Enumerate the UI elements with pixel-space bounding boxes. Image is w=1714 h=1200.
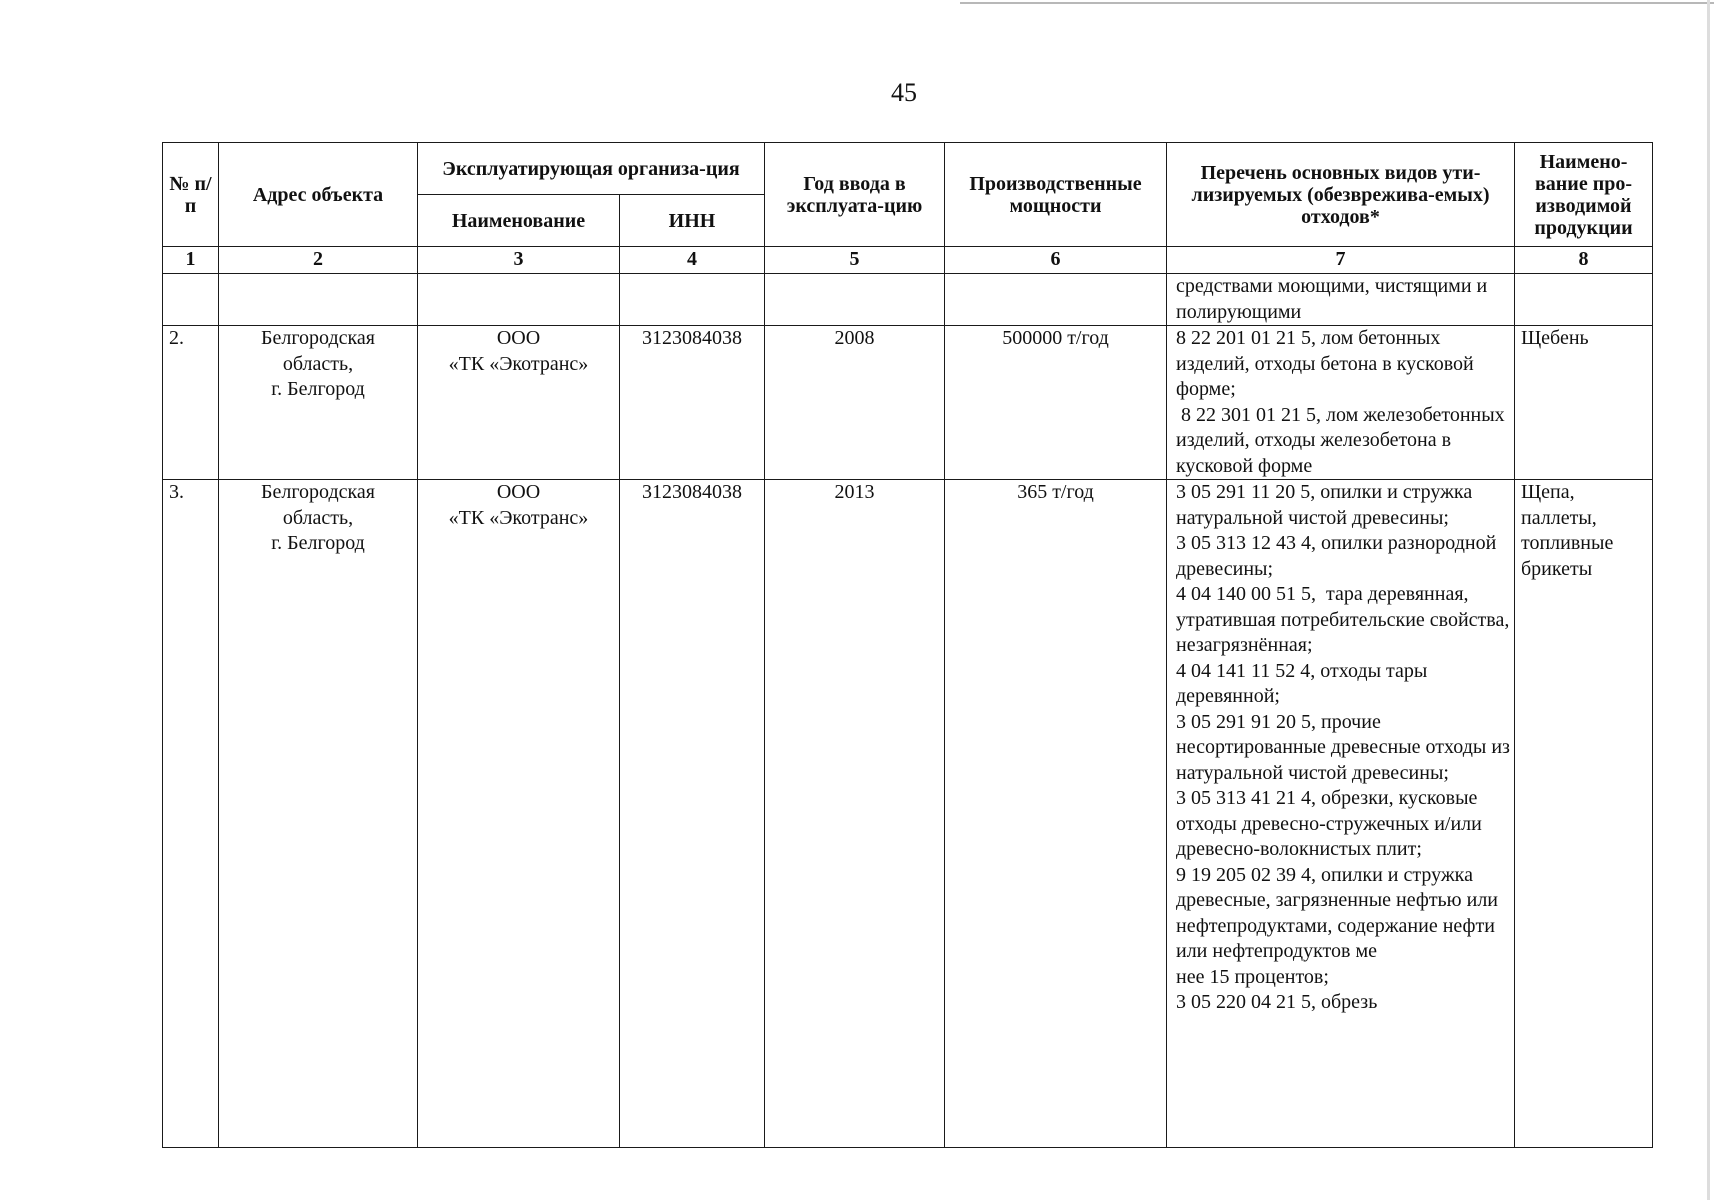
waste-facilities-table: [162, 142, 1653, 1148]
scan-edge-right: [1707, 0, 1710, 1200]
header-capacity: Производственные мощности: [945, 143, 1167, 247]
header-products: Наимено-вание про-изводимой продукции: [1515, 143, 1653, 247]
column-number: 4: [620, 247, 765, 274]
product-name: Щепа, паллеты, топливные брикеты: [1515, 480, 1653, 1148]
table-row: [163, 326, 1653, 480]
row-number: 2.: [163, 326, 219, 480]
capacity-value: 500000 т/год: [945, 326, 1167, 480]
continuation-waste-text: средствами моющими, чистящими и полирующими: [1167, 274, 1515, 326]
scan-edge-top: [960, 2, 1714, 4]
object-address: Белгородская область, г. Белгород: [219, 480, 418, 1148]
table-row: [163, 480, 1653, 1148]
product-name: Щебень: [1515, 326, 1653, 480]
column-number: 6: [945, 247, 1167, 274]
row-number: 3.: [163, 480, 219, 1148]
column-number: 7: [1167, 247, 1515, 274]
waste-list: 8 22 201 01 21 5, лом бетонных изделий, отходы бетона в кусковой форме; 8 22 301 01 21 5, лом железобетонных изделий, отходы железобетона в кусковой форме: [1167, 326, 1515, 480]
waste-list: 3 05 291 11 20 5, опилки и стружка натуральной чистой древесины; 3 05 313 12 43 4, опилки разнородной древесины; 4 04 140 00 51 5, тара деревянная, утратившая потребительские свойства, незагрязнённая; 4 04 141 11 52 4, отходы тары деревянной; 3 05 291 91 20 5, прочие несортированные древесные отходы из натуральной чистой древесины; 3 05 313 41 21 4, обрезки, кусковые отходы древесно-стружечных и/или древесно-волокнистых плит; 9 19 205 02 39 4, опилки и стружка древесные, загрязненные нефтью или нефтепродуктами, содержание нефти или нефтепродуктов ме нее 15 процентов; 3 05 220 04 21 5, обрезь: [1167, 480, 1515, 1148]
object-address: Белгородская область, г. Белгород: [219, 326, 418, 480]
column-number: 5: [765, 247, 945, 274]
commission-year: 2008: [765, 326, 945, 480]
inn-value: 3123084038: [620, 480, 765, 1148]
column-number: 8: [1515, 247, 1653, 274]
organization-name: ООО «ТК «Экотранс»: [418, 480, 620, 1148]
header-address: Адрес объекта: [219, 143, 418, 247]
header-inn: ИНН: [620, 195, 765, 247]
header-operating-organization: Эксплуатирующая организа-ция: [418, 143, 765, 195]
column-number: 3: [418, 247, 620, 274]
header-commission-year: Год ввода в эксплуата-цию: [765, 143, 945, 247]
page-number: 45: [891, 78, 917, 107]
header-num: № п/п: [163, 143, 219, 247]
organization-name: ООО «ТК «Экотранс»: [418, 326, 620, 480]
capacity-value: 365 т/год: [945, 480, 1167, 1148]
continuation-row: [163, 274, 1653, 326]
inn-value: 3123084038: [620, 326, 765, 480]
commission-year: 2013: [765, 480, 945, 1148]
header-waste-types: Перечень основных видов ути-лизируемых (обезврежива-емых) отходов*: [1167, 143, 1515, 247]
column-number-row: [163, 247, 1653, 274]
column-number: 2: [219, 247, 418, 274]
header-org-name: Наименование: [418, 195, 620, 247]
column-number: 1: [163, 247, 219, 274]
